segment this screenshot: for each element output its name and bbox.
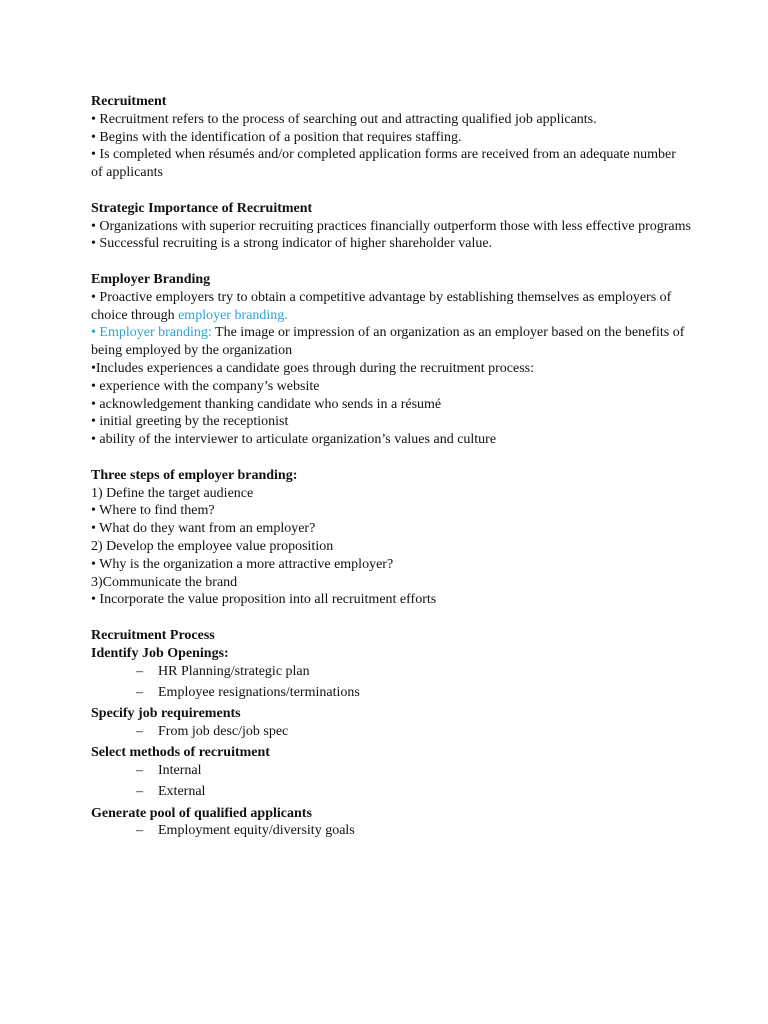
dash-marker: – bbox=[136, 723, 143, 739]
bullet-line: • Successful recruiting is a strong indicator of higher shareholder value. bbox=[91, 236, 493, 252]
dash-marker: – bbox=[136, 684, 143, 700]
section-heading-employer-branding: Employer Branding bbox=[91, 271, 211, 287]
bullet-line: • Begins with the identification of a position that requires staffing. bbox=[91, 129, 462, 145]
dash-marker: – bbox=[136, 762, 143, 778]
bullet-line: •Includes experiences a candidate goes through during the recruitment process: bbox=[91, 360, 535, 376]
bullet-line: • initial greeting by the receptionist bbox=[91, 414, 289, 430]
bullet-line: • experience with the company’s website bbox=[91, 378, 320, 394]
dash-list-item bbox=[91, 783, 691, 801]
employer-branding-term: employer branding. bbox=[178, 307, 288, 323]
group-title-select-methods: Select methods of recruitment bbox=[91, 745, 270, 761]
paragraph-proactive-employers bbox=[91, 289, 691, 325]
dash-list-item bbox=[91, 723, 691, 741]
dash-list-item bbox=[91, 822, 691, 840]
list-line: • Where to find them? bbox=[91, 503, 215, 519]
paragraph-employer-branding-definition bbox=[91, 324, 691, 360]
list-line: • Why is the organization a more attractive employer? bbox=[91, 556, 394, 572]
dash-item-text: External bbox=[158, 784, 206, 800]
dash-item-text: HR Planning/strategic plan bbox=[158, 663, 310, 679]
bullet-line: • Is completed when résumés and/or completed application forms are received from an adequate number of applicants bbox=[91, 147, 676, 181]
dash-item-text: From job desc/job spec bbox=[158, 723, 289, 739]
dash-item-text: Employee resignations/terminations bbox=[158, 684, 360, 700]
section-heading-three-steps: Three steps of employer branding: bbox=[91, 467, 298, 483]
section-heading-strategic-importance: Strategic Importance of Recruitment bbox=[91, 200, 313, 216]
dash-list-item bbox=[91, 663, 691, 681]
bullet-line: • ability of the interviewer to articulate organization’s values and culture bbox=[91, 432, 497, 448]
spacer bbox=[91, 253, 691, 271]
dash-item-text: Employment equity/diversity goals bbox=[158, 823, 355, 839]
section-heading-recruitment-process: Recruitment Process bbox=[91, 627, 215, 643]
bullet-line: • Organizations with superior recruiting practices financially outperform those with less effective programs bbox=[91, 218, 691, 234]
spacer bbox=[91, 182, 691, 200]
bullet-line: • Recruitment refers to the process of searching out and attracting qualified job applicants. bbox=[91, 111, 597, 127]
list-line: • What do they want from an employer? bbox=[91, 521, 316, 537]
group-title-specify-job-requirements: Specify job requirements bbox=[91, 706, 241, 722]
dash-list-item bbox=[91, 684, 691, 702]
list-line: • Incorporate the value proposition into all recruitment efforts bbox=[91, 592, 437, 608]
spacer bbox=[91, 449, 691, 467]
section-heading-recruitment: Recruitment bbox=[91, 94, 167, 109]
group-title-identify-job-openings: Identify Job Openings: bbox=[91, 645, 229, 661]
dash-list-item bbox=[91, 762, 691, 780]
definition-term: • Employer branding: bbox=[91, 325, 212, 341]
spacer bbox=[91, 609, 691, 627]
bullet-line: • acknowledgement thanking candidate who sends in a résumé bbox=[91, 396, 442, 412]
dash-marker: – bbox=[136, 823, 143, 839]
list-line: 2) Develop the employee value proposition bbox=[91, 538, 334, 554]
definition-text: The image or impression of an organization as an employer based on the benefits of being employed by the organization bbox=[91, 325, 685, 359]
document-content bbox=[91, 93, 691, 844]
list-line: 3)Communicate the brand bbox=[91, 574, 238, 590]
list-line: 1) Define the target audience bbox=[91, 485, 254, 501]
dash-item-text: Internal bbox=[158, 762, 202, 778]
dash-marker: – bbox=[136, 663, 143, 679]
paragraph-text: • Proactive employers try to obtain a competitive advantage by establishing themselves as employers of choice through bbox=[91, 289, 672, 323]
group-title-generate-pool: Generate pool of qualified applicants bbox=[91, 805, 312, 821]
dash-marker: – bbox=[136, 784, 143, 800]
